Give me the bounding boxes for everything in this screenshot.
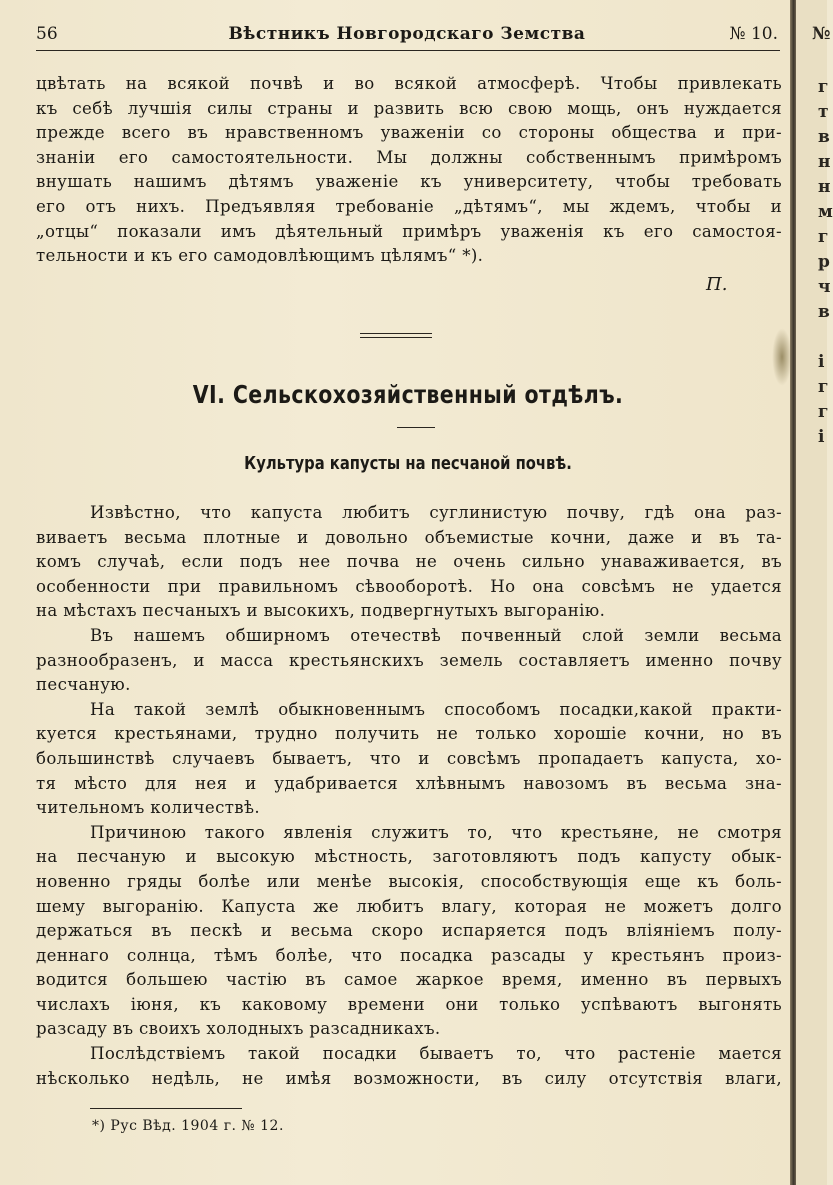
- facing-page-fragment: н: [818, 177, 831, 197]
- title-rule: [397, 427, 435, 428]
- text-line: прежде всего въ нравственномъ уваженіи со стороны общества и при-: [36, 123, 782, 143]
- article-title: Культура капусты на песчаной почвѣ.: [244, 453, 572, 474]
- text-line: Извѣстно, что капуста любитъ суглинистую почву, гдѣ она раз-: [90, 503, 782, 522]
- text-line: На такой землѣ обыкновеннымъ способомъ посадки,какой практи-: [90, 699, 782, 719]
- text-line: знаніи его самостоятельности. Мы должны собственнымъ примѣромъ: [36, 147, 782, 167]
- facing-page-fragment: р: [818, 252, 830, 272]
- text-line: тя мѣсто для нея и удабривается хлѣвнымъ навозомъ въ весьма зна-: [36, 773, 782, 793]
- facing-page-fragment: і: [818, 427, 825, 447]
- article-body: [36, 501, 782, 1091]
- text-line: „отцы“ показали имъ дѣятельный примѣръ уваженія къ его самостоя-: [36, 221, 782, 241]
- text-line: шему выгоранію. Капуста же любитъ влагу, которая не можетъ долго: [36, 896, 782, 916]
- text-line: большинствѣ случаевъ бываетъ, что и совсѣмъ пропадаетъ капуста, хо-: [36, 748, 782, 768]
- footnote: *) Рус Вѣд. 1904 г. № 12.: [92, 1118, 284, 1134]
- top-paragraph: [36, 72, 782, 269]
- paper-stain: [772, 328, 792, 386]
- facing-page-edge: [796, 0, 833, 1185]
- journal-title: Вѣстникъ Новгородскаго Земства: [228, 24, 586, 44]
- header-rule: [36, 50, 780, 51]
- facing-page-fragment: м: [818, 202, 833, 222]
- author-signature: П.: [706, 274, 728, 295]
- text-line: песчаную.: [36, 675, 131, 695]
- text-line: его отъ нихъ. Предъявляя требованіе „дѣтямъ“, мы ждемъ, чтобы и: [36, 196, 782, 216]
- text-line: нѣсколько недѣль, не имѣя возможности, въ силу отсутствія влаги,: [36, 1068, 782, 1088]
- text-line: тельности и къ его самодовлѣющимъ цѣлямъ“ *).: [36, 246, 484, 266]
- page-number: 56: [36, 24, 58, 44]
- text-line: новенно гряды болѣе или менѣе высокія, способствующія еще къ боль-: [36, 871, 782, 891]
- text-line: Послѣдствіемъ такой посадки бываетъ то, что растеніе мается: [90, 1044, 782, 1064]
- text-line: держаться въ пескѣ и весьма скоро испаряется подъ вліяніемъ полу-: [36, 921, 782, 941]
- facing-page-fragment: і: [818, 352, 825, 372]
- text-line: внушать нашимъ дѣтямъ уваженіе къ университету, чтобы требовать: [36, 172, 782, 192]
- facing-page-fragment: в: [818, 302, 830, 322]
- running-head: [36, 24, 778, 50]
- facing-page-fragment: г: [818, 227, 829, 247]
- facing-page-fragment: в: [818, 127, 830, 147]
- text-line: числахъ іюня, къ каковому времени они только успѣваютъ выгонять: [36, 994, 782, 1014]
- text-line: разсаду въ своихъ холодныхъ разсадникахъ.: [36, 1019, 441, 1039]
- text-line: къ себѣ лучшія силы страны и развить всю свою мощь, онъ нуждается: [36, 98, 782, 118]
- separator-rule: [360, 337, 432, 338]
- facing-page-fragment: №: [812, 24, 831, 44]
- text-line: особенности при правильномъ сѣвооборотѣ. Но она совсѣмъ не удается: [36, 576, 782, 596]
- text-line: Причиною такого явленія служитъ то, что крестьяне, не смотря: [90, 822, 782, 842]
- footnote-rule: [90, 1108, 242, 1109]
- text-line: водится большею частію въ самое жаркое время, именно въ первыхъ: [36, 970, 782, 990]
- text-line: куется крестьянами, трудно получить не только хорошіе кочни, но въ: [36, 724, 782, 744]
- text-line: чительномъ количествѣ.: [36, 798, 260, 818]
- text-line: на песчаную и высокую мѣстность, заготовляютъ подъ капусту обык-: [36, 847, 782, 867]
- facing-page-fragment: г: [818, 377, 829, 397]
- text-line: комъ случаѣ, если подъ нее почва не очень сильно унаваживается, въ: [36, 552, 782, 572]
- text-line: Въ нашемъ обширномъ отечествѣ почвенный слой земли весьма: [90, 625, 782, 645]
- text-line: на мѣстахъ песчаныхъ и высокихъ, подвергнутыхъ выгоранію.: [36, 601, 606, 621]
- text-line: деннаго солнца, тѣмъ болѣе, что посадка разсады у крестьянъ произ-: [36, 945, 782, 965]
- text-line: цвѣтать на всякой почвѣ и во всякой атмосферѣ. Чтобы привлекать: [36, 74, 782, 93]
- facing-page-fragment: г: [818, 402, 829, 422]
- facing-page-fragment: г: [818, 77, 829, 97]
- issue-number: № 10.: [729, 24, 778, 44]
- text-line: виваетъ весьма плотные и довольно объемистые кочни, даже и въ та-: [36, 527, 782, 547]
- facing-page-fragment: н: [818, 152, 831, 172]
- text-line: разнообразенъ, и масса крестьянскихъ земель составляетъ именно почву: [36, 650, 782, 670]
- facing-page-fragment: т: [818, 102, 829, 122]
- section-title: VI. Сельскохозяйственный отдѣлъ.: [192, 380, 624, 409]
- separator-rule: [360, 333, 432, 334]
- facing-page-fragment: ч: [818, 277, 831, 297]
